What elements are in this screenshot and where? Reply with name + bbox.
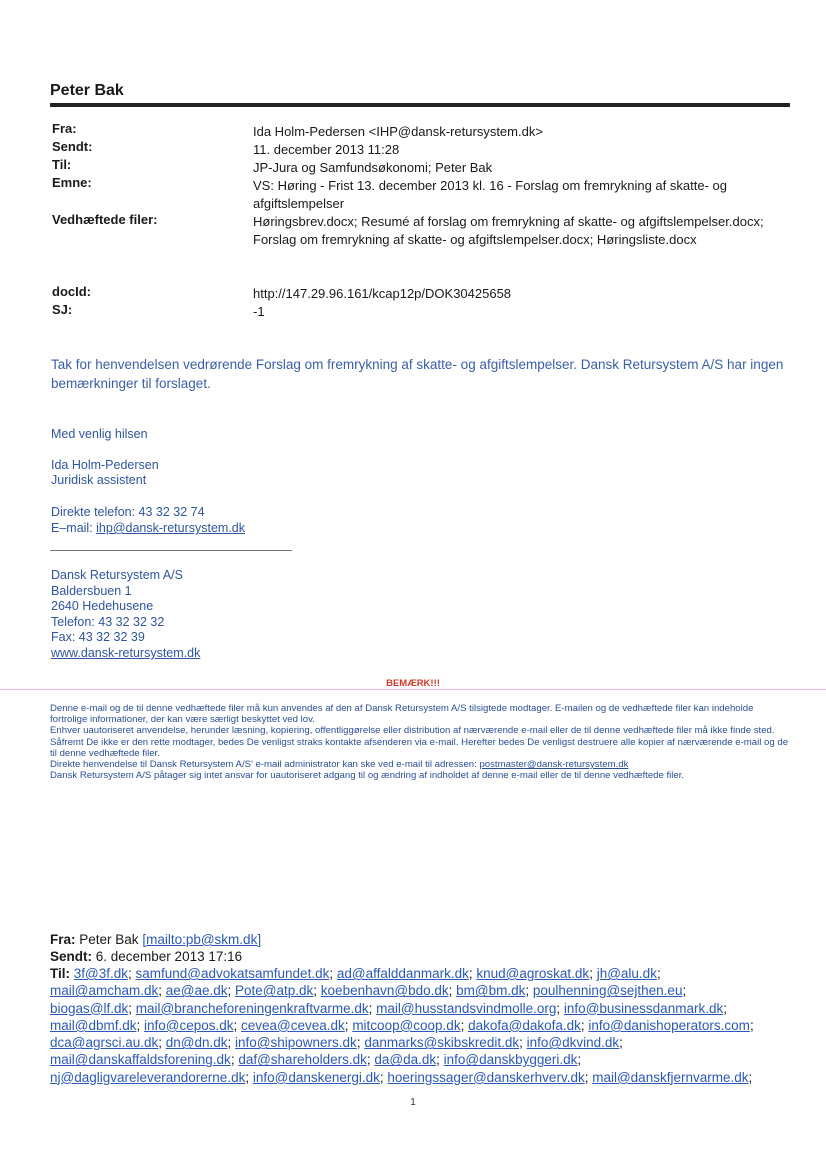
recipient-separator: ; bbox=[368, 1000, 377, 1016]
disclaimer-p2: Enhver uautoriseret anvendelse, herunder læsning, kopiering, offentliggørelse eller distribution af nærværende e-mail eller de til denne vedhæftede filer må ikke finde sted. bbox=[50, 725, 775, 737]
recipient-separator: ; bbox=[749, 1017, 754, 1033]
recipient-email-link[interactable]: mail@amcham.dk bbox=[50, 983, 159, 999]
recipient-email-link[interactable]: info@danskenergi.dk bbox=[252, 1069, 380, 1085]
signature-website-link[interactable]: www.dansk-retursystem.dk bbox=[51, 646, 201, 660]
recipient-separator: ; bbox=[519, 1035, 527, 1051]
signature-company: Dansk Retursystem A/S bbox=[51, 568, 183, 582]
to-value: JP-Jura og Samfundsøkonomi; Peter Bak bbox=[253, 160, 493, 175]
forwarded-from-label: Fra: bbox=[50, 932, 76, 947]
recipient-email-link[interactable]: ad@affalddanmark.dk bbox=[336, 966, 469, 981]
recipient-separator: ; bbox=[723, 1000, 727, 1016]
recipient-separator: ; bbox=[366, 1052, 375, 1068]
recipient-email-link[interactable]: jh@alu.dk bbox=[596, 966, 657, 981]
recipient-email-link[interactable]: hoeringssager@danskerhverv.dk bbox=[387, 1069, 585, 1085]
sent-label: Sendt: bbox=[52, 139, 93, 154]
recipient-separator: ; bbox=[329, 966, 337, 981]
recipient-email-link[interactable]: info@cepos.dk bbox=[144, 1017, 234, 1033]
forwarded-recipients bbox=[50, 965, 795, 1086]
recipient-email-link[interactable]: dakofa@dakofa.dk bbox=[468, 1017, 581, 1033]
recipient-email-link[interactable]: info@danskbyggeri.dk bbox=[443, 1052, 578, 1068]
forwarded-from-line bbox=[50, 931, 795, 948]
recipient-separator: ; bbox=[158, 983, 166, 999]
recipient-separator: ; bbox=[227, 1035, 236, 1051]
recipient-separator: ; bbox=[245, 1069, 253, 1085]
recipient-email-link[interactable]: info@businessdanmark.dk bbox=[563, 1000, 724, 1016]
forwarded-sent-value: 6. december 2013 17:16 bbox=[95, 949, 243, 964]
recipient-email-link[interactable]: ae@ae.dk bbox=[165, 983, 228, 999]
recipient-separator: ; bbox=[577, 1052, 582, 1068]
signature-direct-phone: Direkte telefon: 43 32 32 74 bbox=[51, 505, 205, 519]
signature-email-prefix: E–mail: bbox=[51, 521, 97, 535]
recipient-email-link[interactable]: info@danishoperators.com bbox=[588, 1017, 750, 1033]
recipient-separator: ; bbox=[584, 1069, 593, 1085]
recipient-separator: ; bbox=[682, 983, 687, 999]
recipient-separator: ; bbox=[230, 1052, 239, 1068]
recipient-email-link[interactable]: info@dkvind.dk bbox=[526, 1035, 620, 1051]
recipient-email-link[interactable]: 3f@3f.dk bbox=[73, 966, 128, 981]
signature-greeting: Med venlig hilsen bbox=[51, 427, 148, 441]
recipient-email-link[interactable]: cevea@cevea.dk bbox=[241, 1017, 345, 1033]
forwarded-to-label: Til: bbox=[50, 966, 70, 981]
from-value: Ida Holm-Pedersen <IHP@dansk-retursystem.dk> bbox=[253, 124, 543, 139]
disclaimer-p5: Dansk Retursystem A/S påtager sig intet ansvar for uautoriseret adgang til og ændring af indholdet af denne e-mail eller de til denne vedhæftede filer. bbox=[50, 770, 685, 782]
recipient-email-link[interactable]: mail@danskaffaldsforening.dk bbox=[50, 1052, 231, 1068]
recipient-email-link[interactable]: bm@bm.dk bbox=[456, 983, 526, 999]
disclaimer-p4 bbox=[50, 759, 790, 770]
recipient-separator: ; bbox=[525, 983, 533, 999]
recipient-email-link[interactable]: info@shipowners.dk bbox=[235, 1035, 357, 1051]
to-label: Til: bbox=[52, 157, 72, 172]
recipient-email-link[interactable]: knud@agroskat.dk bbox=[476, 966, 590, 981]
recipient-separator: ; bbox=[356, 1035, 365, 1051]
attachments-value: Høringsbrev.docx; Resumé af forslag om fremrykning af skatte- og afgiftslempelser.docx; Forslag om fremrykning af skatte- og afgiftslempelser.docx; Høringsliste.docx bbox=[253, 214, 764, 247]
signature-email-line bbox=[51, 521, 245, 535]
recipient-email-link[interactable]: dn@dn.dk bbox=[165, 1035, 228, 1051]
recipient-separator: ; bbox=[313, 983, 321, 999]
recipient-separator: ; bbox=[580, 1017, 589, 1033]
recipient-separator: ; bbox=[344, 1017, 353, 1033]
signature-email-link[interactable]: ihp@dansk-retursystem.dk bbox=[96, 521, 246, 535]
recipient-separator: ; bbox=[748, 1069, 753, 1085]
notice-title: BEMÆRK!!! bbox=[386, 678, 440, 689]
signature-fax: Fax: 43 32 32 39 bbox=[51, 630, 145, 644]
recipient-separator: ; bbox=[619, 1035, 623, 1051]
signature-name: Ida Holm-Pedersen bbox=[51, 458, 159, 472]
recipient-email-link[interactable]: daf@shareholders.dk bbox=[238, 1052, 367, 1068]
sj-label: SJ: bbox=[52, 302, 73, 317]
recipient-separator: ; bbox=[436, 1052, 444, 1068]
forwarded-from-name: Peter Bak bbox=[79, 932, 139, 947]
recipient-email-link[interactable]: mail@danskfjernvarme.dk bbox=[592, 1069, 749, 1085]
sj-value: -1 bbox=[253, 304, 265, 319]
recipient-email-link[interactable]: koebenhavn@bdo.dk bbox=[320, 983, 449, 999]
recipient-email-link[interactable]: danmarks@skibskredit.dk bbox=[364, 1035, 520, 1051]
recipient-email-link[interactable]: biogas@lf.dk bbox=[50, 1000, 129, 1016]
recipient-email-link[interactable]: mail@husstandsvindmolle.org bbox=[376, 1000, 557, 1016]
recipient-email-link[interactable]: samfund@advokatsamfundet.dk bbox=[135, 966, 330, 981]
recipient-email-link[interactable]: mail@brancheforeningenkraftvarme.dk bbox=[135, 1000, 369, 1016]
docid-value: http://147.29.96.161/kcap12p/DOK30425658 bbox=[253, 286, 512, 301]
disclaimer bbox=[50, 703, 790, 781]
recipient-email-link[interactable]: da@da.dk bbox=[374, 1052, 437, 1068]
recipient-email-link[interactable]: mitcoop@coop.dk bbox=[352, 1017, 461, 1033]
recipient-email-link[interactable]: mail@dbmf.dk bbox=[50, 1017, 137, 1033]
email-body: Tak for henvendelsen vedrørende Forslag om fremrykning af skatte- og afgiftslempelser. Dansk Retursystem A/S har ingen bemærkninger til forslaget. bbox=[51, 357, 784, 391]
recipient-separator: ; bbox=[128, 966, 136, 981]
recipient-separator: ; bbox=[233, 1017, 242, 1033]
recipient-separator: ; bbox=[136, 1017, 144, 1033]
header-divider bbox=[50, 103, 790, 107]
recipient-separator: ; bbox=[128, 1000, 136, 1016]
disclaimer-p4-text: Direkte henvendelse til Dansk Retursystem A/S' e-mail administrator kan ske ved e-mail til adressen: bbox=[50, 759, 480, 771]
signature-phone: Telefon: 43 32 32 32 bbox=[51, 615, 165, 629]
recipient-email-link[interactable]: Pote@atp.dk bbox=[235, 983, 314, 999]
subject-value: VS: Høring - Frist 13. december 2013 kl. 16 - Forslag om fremrykning af skatte- og afgiftslempelser bbox=[253, 178, 727, 211]
signature-divider bbox=[50, 550, 292, 551]
postmaster-email-link[interactable]: postmaster@dansk-retursystem.dk bbox=[479, 759, 629, 771]
recipient-separator: ; bbox=[589, 966, 597, 981]
forwarded-from-link[interactable]: [mailto:pb@skm.dk] bbox=[142, 932, 262, 947]
recipient-separator: ; bbox=[556, 1000, 564, 1016]
recipient-email-link[interactable]: poulhenning@sejthen.eu bbox=[532, 983, 683, 999]
recipient-separator: ; bbox=[227, 983, 236, 999]
recipient-separator: ; bbox=[448, 983, 457, 999]
forwarded-sent-label: Sendt: bbox=[50, 949, 92, 964]
signature-title: Juridisk assistent bbox=[51, 473, 147, 487]
signature-city: 2640 Hedehusene bbox=[51, 599, 154, 613]
attachments-label: Vedhæftede filer: bbox=[52, 212, 158, 227]
page-number: 1 bbox=[410, 1097, 416, 1108]
docid-label: docId: bbox=[52, 284, 91, 299]
notice-divider bbox=[0, 689, 826, 690]
sender-name: Peter Bak bbox=[50, 82, 124, 99]
disclaimer-p3: Såfremt De ikke er den rette modtager, bedes De venligst straks kontakte afsenderen via e-mail. Herefter bedes De venligst destruere alle kopier af nærværende e-mail og de til denne vedhæftede filer. bbox=[50, 736, 789, 759]
recipient-separator: ; bbox=[158, 1035, 166, 1051]
recipient-separator: ; bbox=[379, 1069, 388, 1085]
recipient-email-link[interactable]: nj@dagligvareleverandorerne.dk bbox=[50, 1069, 246, 1085]
recipient-separator: ; bbox=[460, 1017, 469, 1033]
sent-value: 11. december 2013 11:28 bbox=[253, 142, 400, 157]
from-label: Fra: bbox=[52, 121, 77, 136]
recipient-separator: ; bbox=[468, 966, 477, 981]
recipient-separator: ; bbox=[656, 966, 661, 981]
disclaimer-p1: Denne e-mail og de til denne vedhæftede filer må kun anvendes af den af Dansk Retursystem A/S tilsigtede modtager. E-mailen og de vedhæftede filer kan indeholde fortrolige informationer, der kan være særligt beskyttet ved lov. bbox=[50, 703, 754, 726]
recipient-email-link[interactable]: dca@agrsci.au.dk bbox=[50, 1035, 159, 1051]
forwarded-sent-line bbox=[50, 948, 795, 965]
signature-street: Baldersbuen 1 bbox=[51, 584, 132, 598]
subject-label: Emne: bbox=[52, 175, 92, 190]
